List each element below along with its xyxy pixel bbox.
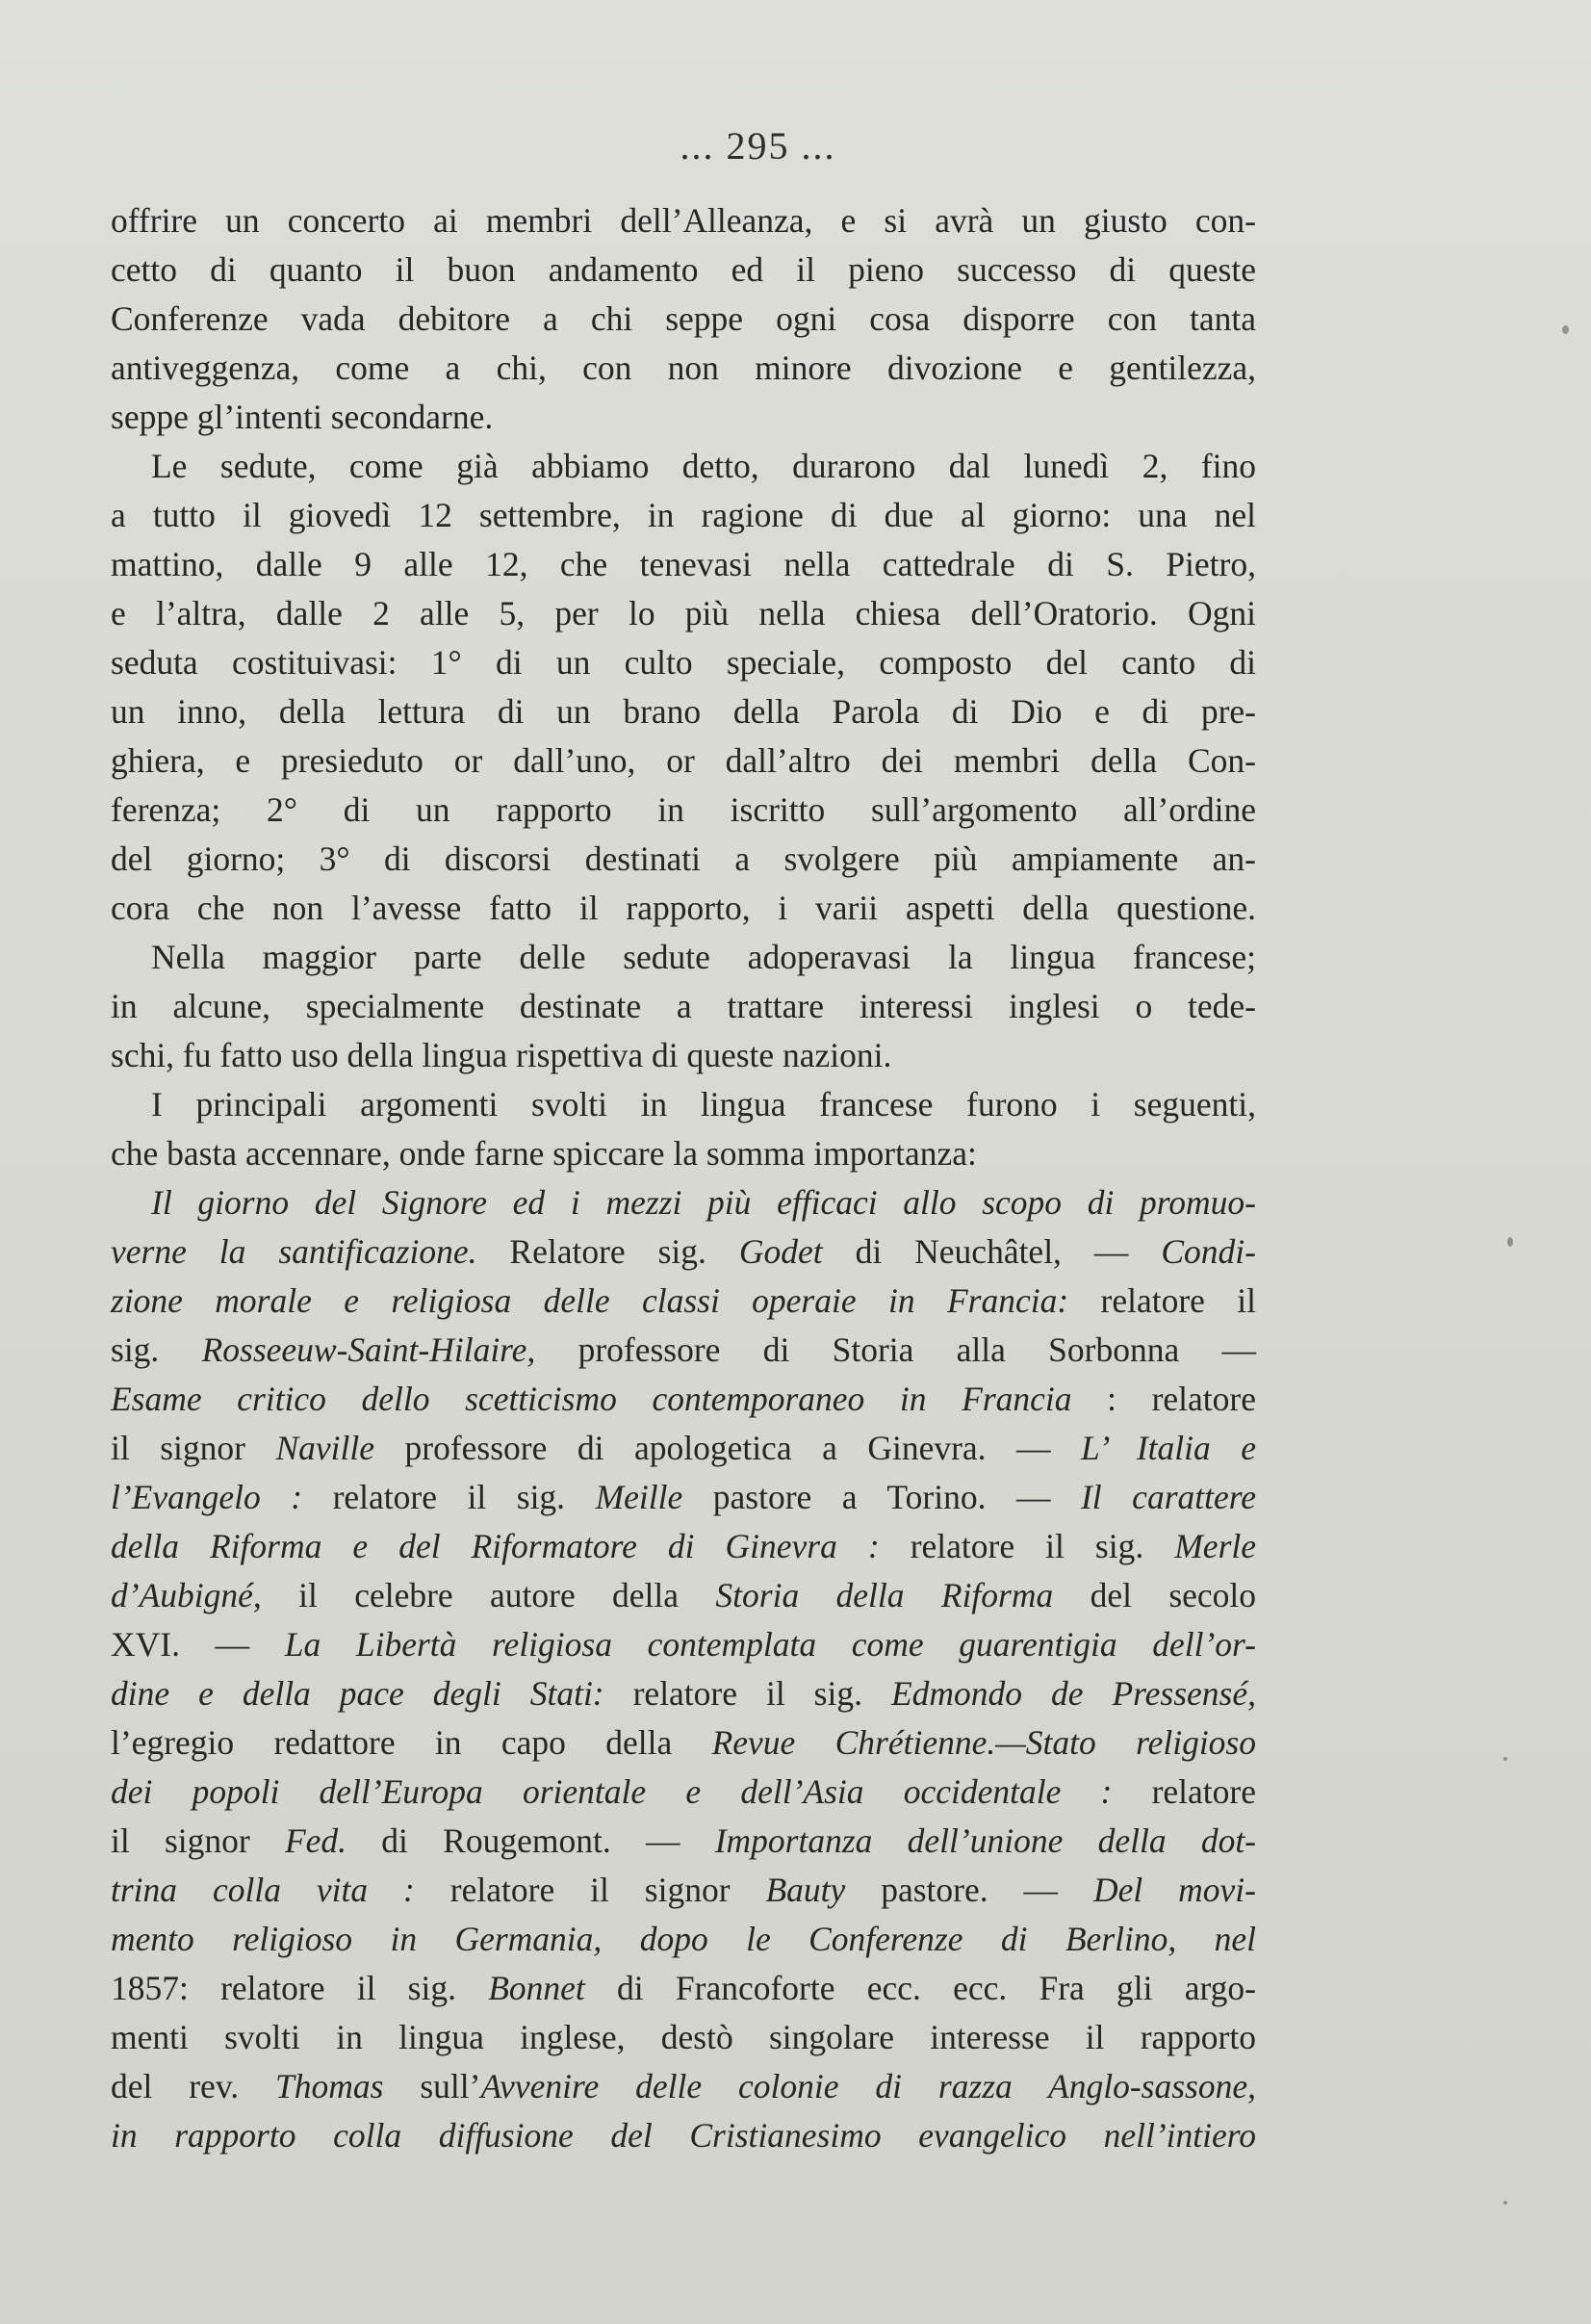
text-line xyxy=(111,245,1256,295)
text-line xyxy=(111,736,1256,786)
italic-text-run: Bonnet xyxy=(488,1969,585,2007)
text-line xyxy=(111,196,1256,245)
text-line xyxy=(111,1768,1256,1817)
text-line xyxy=(111,982,1256,1031)
text-run: 1857: relatore il sig. xyxy=(111,1969,489,2007)
text-run: relatore xyxy=(1112,1772,1256,1811)
text-line xyxy=(111,491,1256,540)
text-run: XVI. — xyxy=(111,1625,285,1664)
italic-text-run: Il carattere xyxy=(1080,1478,1256,1516)
italic-text-run: in rapporto colla diffusione del Cristianesimo evangelico nell’intiero xyxy=(111,2116,1256,2155)
italic-text-run: Thomas xyxy=(275,2067,384,2105)
text-run: ghiera, e presieduto or dall’uno, or dall’altro dei membri della Con- xyxy=(111,741,1256,780)
text-run: relatore il xyxy=(1068,1281,1256,1320)
text-line xyxy=(111,2062,1256,2111)
paragraph-start-line xyxy=(111,933,1256,982)
text-line xyxy=(111,2111,1256,2160)
text-run: il signor xyxy=(111,1429,276,1467)
text-run: di Rougemont. — xyxy=(346,1821,715,1860)
italic-text-run: verne la santificazione. xyxy=(111,1232,477,1271)
text-line xyxy=(111,1669,1256,1718)
text-run: cetto di quanto il buon andamento ed il pieno successo di queste xyxy=(111,250,1256,289)
text-run: pastore. — xyxy=(845,1871,1093,1909)
text-run: del secolo xyxy=(1053,1576,1257,1614)
italic-text-run: Importanza dell’unione della dot- xyxy=(714,1821,1257,1860)
italic-text-run: Esame critico dello scetticismo contemporaneo in Francia xyxy=(111,1380,1072,1418)
italic-text-run: Naville xyxy=(275,1429,374,1467)
text-run: professore di apologetica a Ginevra. — xyxy=(374,1429,1082,1467)
text-line xyxy=(111,1031,1256,1080)
scan-speck xyxy=(1503,1757,1507,1761)
text-line xyxy=(111,687,1256,736)
italic-text-run: Condi- xyxy=(1161,1232,1256,1271)
text-run: l’egregio redattore in capo della xyxy=(111,1723,712,1762)
italic-text-run: Rosseeuw-Saint-Hilaire, xyxy=(201,1330,536,1369)
italic-text-run: Storia della Riforma xyxy=(715,1576,1054,1614)
italic-text-run: La Libertà religiosa contemplata come guarentigia dell’or- xyxy=(284,1625,1256,1664)
text-line xyxy=(111,1522,1256,1571)
italic-text-run: dine e della pace degli Stati: xyxy=(111,1674,604,1713)
italic-text-run: dei popoli dell’Europa orientale e dell’Asia occidentale : xyxy=(111,1772,1113,1811)
text-line xyxy=(111,1129,1256,1178)
text-line xyxy=(111,1277,1256,1326)
italic-text-run: Godet xyxy=(738,1232,823,1271)
text-run: Relatore sig. xyxy=(476,1232,739,1271)
text-run: professore di Storia alla Sorbonna — xyxy=(535,1330,1256,1369)
text-run: antiveggenza, come a chi, con non minore divozione e gentilezza, xyxy=(111,349,1256,387)
text-run: seduta costituivasi: 1° di un culto speciale, composto del canto di xyxy=(111,643,1256,682)
text-run: di Francoforte ecc. ecc. Fra gli argo- xyxy=(584,1969,1256,2007)
italic-text-run: Revue Chrétienne.—Stato religioso xyxy=(711,1723,1256,1762)
italic-text-run: l’Evangelo : xyxy=(111,1478,303,1516)
text-run: sull’ xyxy=(383,2067,481,2105)
text-run: : relatore xyxy=(1071,1380,1256,1418)
text-run: un inno, della lettura di un brano della Parola di Dio e di pre- xyxy=(111,692,1256,731)
text-line xyxy=(111,1915,1256,1964)
text-run: relatore il sig. xyxy=(879,1527,1175,1565)
italic-text-run: Il giorno del Signore ed i mezzi più efficaci allo scopo di promuo- xyxy=(151,1183,1256,1222)
text-line xyxy=(111,1964,1256,2013)
text-run: seppe gl’intenti secondarne. xyxy=(111,398,494,436)
text-run: il signor xyxy=(111,1821,285,1860)
text-line xyxy=(111,1817,1256,1866)
text-run: ferenza; 2° di un rapporto in iscritto sull’argomento all’ordine xyxy=(111,790,1256,829)
text-run: schi, fu fatto uso della lingua rispettiva di queste nazioni. xyxy=(111,1036,892,1074)
text-run: cora che non l’avesse fatto il rapporto, i varii aspetti della questione. xyxy=(111,889,1256,927)
italic-text-run: mento religioso in Germania, dopo le Conferenze di Berlino, nel xyxy=(111,1920,1256,1958)
scan-speck xyxy=(1562,325,1569,334)
italic-text-run: Bauty xyxy=(765,1871,846,1909)
body-text xyxy=(111,196,1256,2160)
text-line xyxy=(111,2013,1256,2062)
italic-text-run: Avvenire delle colonie di razza Anglo-sassone, xyxy=(480,2067,1256,2105)
text-run: del giorno; 3° di discorsi destinati a svolgere più ampiamente an- xyxy=(111,839,1256,878)
text-line xyxy=(111,835,1256,884)
text-line xyxy=(111,393,1256,442)
text-line xyxy=(111,1424,1256,1473)
italic-text-run: Fed. xyxy=(284,1821,347,1860)
text-run: pastore a Torino. — xyxy=(682,1478,1081,1516)
text-line xyxy=(111,1473,1256,1522)
text-run: il celebre autore della xyxy=(261,1576,716,1614)
text-run: in alcune, specialmente destinate a trattare interessi inglesi o tede- xyxy=(111,987,1256,1025)
italic-text-run: Edmondo de Pressensé, xyxy=(890,1674,1257,1713)
text-run: relatore il sig. xyxy=(302,1478,596,1516)
paragraph-start-line xyxy=(111,1178,1256,1227)
text-line xyxy=(111,1571,1256,1620)
text-run: relatore il signor xyxy=(414,1871,766,1909)
text-line xyxy=(111,295,1256,344)
text-run: menti svolti in lingua inglese, destò singolare interesse il rapporto xyxy=(111,2018,1256,2056)
text-line xyxy=(111,1866,1256,1915)
text-line xyxy=(111,1326,1256,1375)
italic-text-run: Del movi- xyxy=(1092,1871,1256,1909)
text-run: Le sedute, come già abbiamo detto, durarono dal lunedì 2, fino xyxy=(151,447,1256,485)
text-line xyxy=(111,884,1256,933)
text-line xyxy=(111,1620,1256,1669)
italic-text-run: della Riforma e del Riformatore di Ginevra : xyxy=(111,1527,880,1565)
text-run: Conferenze vada debitore a chi seppe ogni cosa disporre con tanta xyxy=(111,299,1256,338)
text-line xyxy=(111,1718,1256,1768)
paragraph-start-line xyxy=(111,442,1256,491)
text-line xyxy=(111,540,1256,589)
italic-text-run: Meille xyxy=(595,1478,683,1516)
italic-text-run: zione morale e religiosa delle classi operaie in Francia: xyxy=(111,1281,1069,1320)
scan-speck xyxy=(1503,2201,1507,2205)
text-line xyxy=(111,638,1256,687)
text-line xyxy=(111,786,1256,835)
text-run: che basta accennare, onde farne spiccare la somma importanza: xyxy=(111,1134,977,1173)
text-run: relatore il sig. xyxy=(603,1674,891,1713)
text-line xyxy=(111,344,1256,393)
italic-text-run: d’Aubigné, xyxy=(111,1576,262,1614)
italic-text-run: L’ Italia e xyxy=(1081,1429,1256,1467)
text-run: Nella maggior parte delle sedute adoperavasi la lingua francese; xyxy=(151,938,1256,976)
text-run: mattino, dalle 9 alle 12, che tenevasi nella cattedrale di S. Pietro, xyxy=(111,545,1256,583)
text-run: del rev. xyxy=(111,2067,275,2105)
italic-text-run: trina colla vita : xyxy=(111,1871,415,1909)
text-run: a tutto il giovedì 12 settembre, in ragione di due al giorno: una nel xyxy=(111,496,1256,534)
text-line xyxy=(111,1375,1256,1424)
scan-speck xyxy=(1507,1237,1513,1247)
paragraph-start-line xyxy=(111,1080,1256,1129)
text-run: sig. xyxy=(111,1330,202,1369)
text-run: e l’altra, dalle 2 alle 5, per lo più nella chiesa dell’Oratorio. Ogni xyxy=(111,594,1256,633)
italic-text-run: Merle xyxy=(1174,1527,1256,1565)
text-run: offrire un concerto ai membri dell’Alleanza, e si avrà un giusto con- xyxy=(111,201,1256,240)
page-number: ... 295 ... xyxy=(680,124,836,168)
text-run: I principali argomenti svolti in lingua francese furono i seguenti, xyxy=(151,1085,1256,1123)
text-run: di Neuchâtel, — xyxy=(822,1232,1162,1271)
text-line xyxy=(111,1227,1256,1277)
text-line xyxy=(111,589,1256,638)
